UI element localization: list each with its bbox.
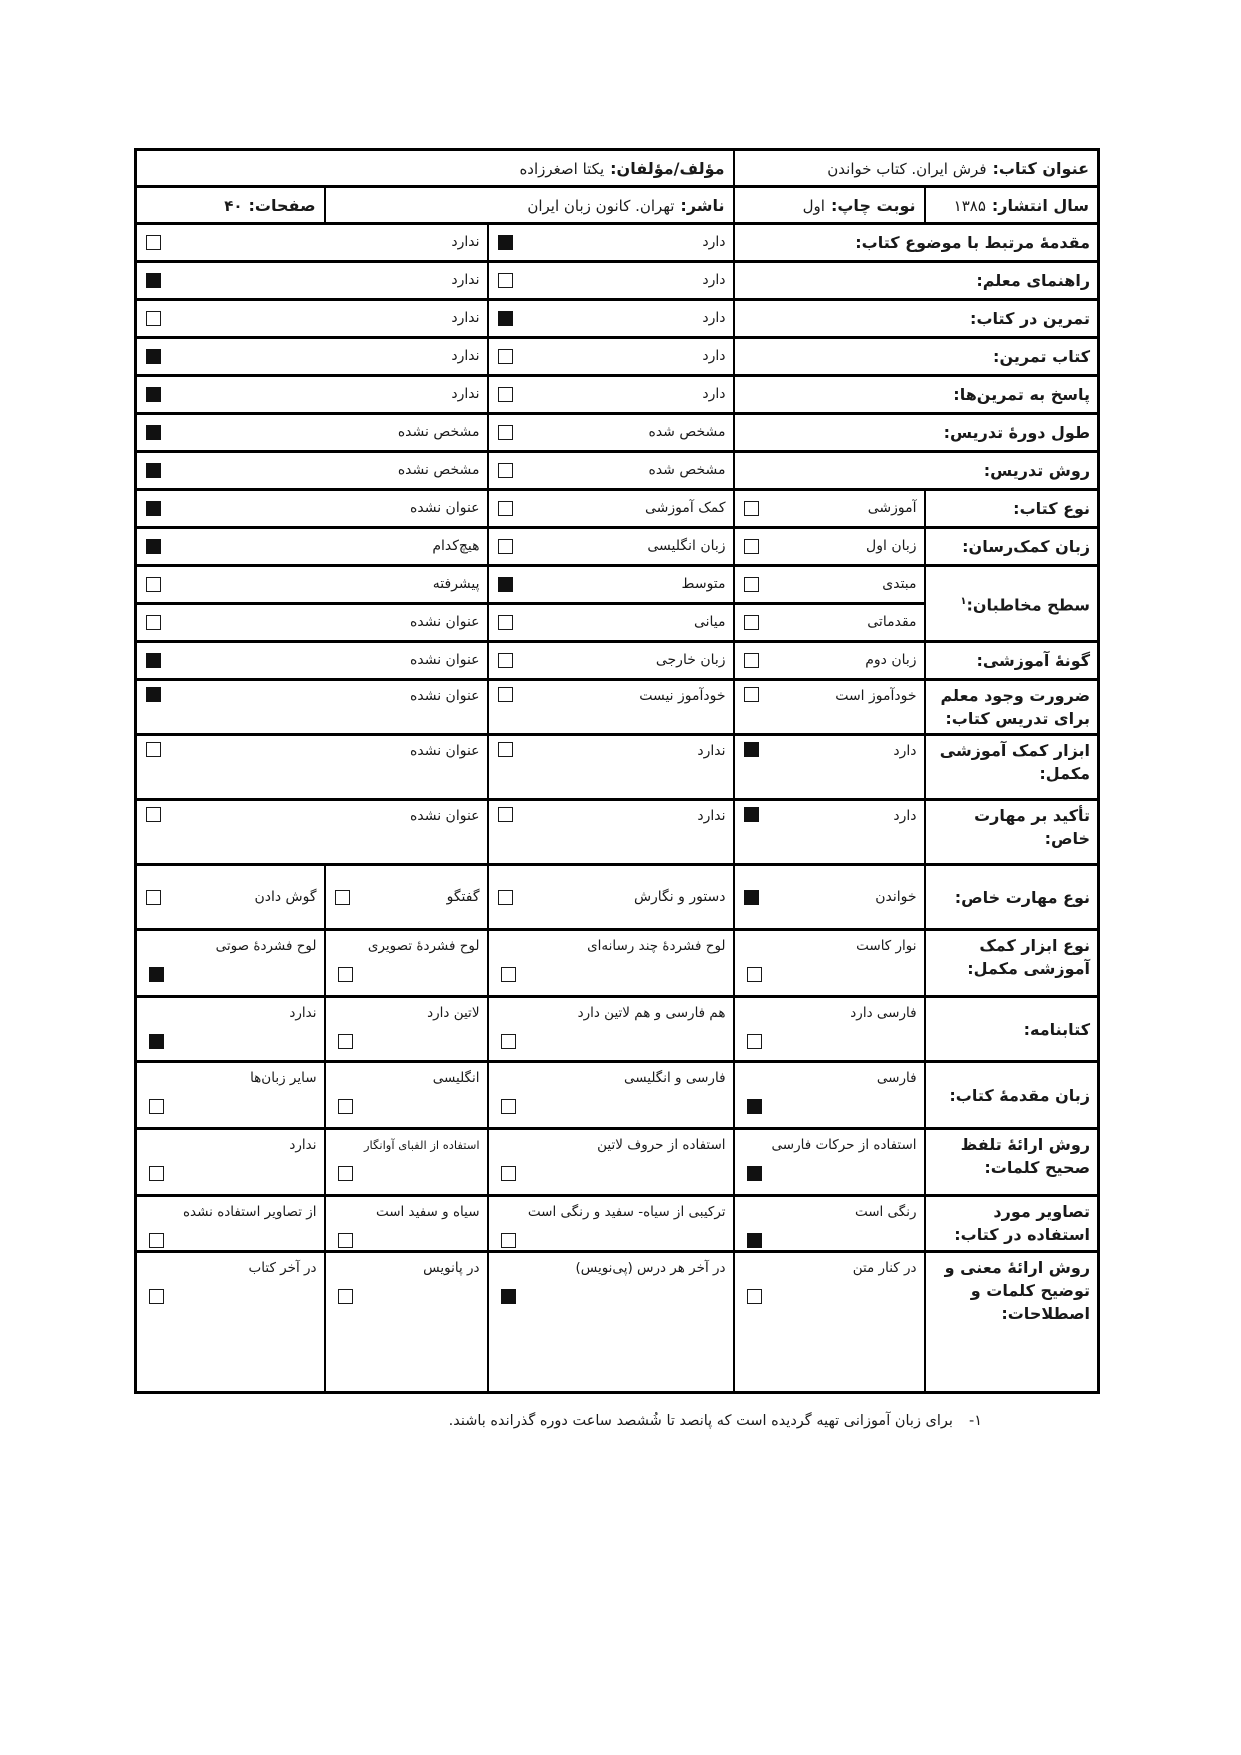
checkbox[interactable] [146,235,161,250]
option-exercise-book-no [136,338,488,376]
option-level-beginner [734,566,925,604]
option-tool-audio-cd [136,930,325,997]
option-preface-no [136,224,488,262]
table-row [136,528,1099,566]
table-row [136,338,1099,376]
option-label: دارد [702,386,726,402]
checkbox[interactable] [146,501,161,516]
option-skill-reading [734,865,925,930]
checkbox[interactable] [498,890,513,905]
checkbox[interactable] [146,311,161,326]
edition-value: اول [802,196,825,215]
author-label: مؤلف/مؤلفان: [610,158,725,178]
footnote-text: برای زبان آموزانی تهیه گردیده است که پانصد تا شُشصد ساعت دوره گذرانده باشند. [448,1413,953,1429]
book-title-label: عنوان کتاب: [992,158,1090,178]
checkbox[interactable] [338,967,353,982]
checkbox[interactable] [338,1166,353,1181]
checkbox[interactable] [146,273,161,288]
option-exercises-no [136,300,488,338]
option-skill-emphasis-untitled [136,800,488,865]
option-helper-lang-3 [136,528,488,566]
checkbox[interactable] [146,742,161,757]
table-row [136,1252,1099,1393]
checkbox[interactable] [747,1289,762,1304]
option-label: دارد [702,310,726,326]
checkbox[interactable] [149,1166,164,1181]
option-label: مشخص نشده [397,462,480,478]
year-value: ۱۳۸۵ [953,196,986,215]
option-label: ندارد [451,310,480,326]
row-label-preface-language: زبان مقدمۀ کتاب: [925,1062,1099,1129]
field-edition [734,187,925,224]
checkbox[interactable] [501,1233,516,1248]
checkbox[interactable] [747,1233,762,1248]
option-pron-none [136,1129,325,1196]
option-images-mixed [488,1196,734,1252]
checkbox[interactable] [501,1166,516,1181]
checkbox[interactable] [149,1289,164,1304]
checkbox[interactable] [501,967,516,982]
option-preface-lang-persian [734,1062,925,1129]
option-label: عنوان نشده [410,688,480,704]
option-meaning-end-of-lesson [488,1252,734,1393]
option-book-type-1 [734,490,925,528]
option-label: آموزشی [867,500,917,516]
table-row [136,1196,1099,1252]
checkbox[interactable] [146,349,161,364]
option-label: ندارد [289,1137,317,1153]
option-label: فارسی [876,1070,917,1086]
checkbox[interactable] [146,387,161,402]
checkbox[interactable] [146,425,161,440]
checkbox[interactable] [146,653,161,668]
table-row [136,1129,1099,1196]
option-answers-yes [488,376,734,414]
row-label-images-used: تصاویر مورد استفاده در کتاب: [925,1196,1099,1252]
option-biblio-latin [325,997,488,1062]
option-level-advanced [136,566,488,604]
option-label: عنوان نشده [410,614,480,630]
table-row [136,490,1099,528]
row-label-teaching-method: روش تدریس: [734,452,1099,490]
pages-value: ۴۰ [224,196,243,215]
table-row [136,224,1099,262]
year-label: سال انتشار: [991,195,1090,215]
row-label-book-type: نوع کتاب: [925,490,1099,528]
checkbox[interactable] [744,615,759,630]
option-tool-video-cd [325,930,488,997]
field-publisher [325,187,734,224]
table-row [136,300,1099,338]
checkbox[interactable] [498,311,513,326]
checkbox[interactable] [744,539,759,554]
checkbox[interactable] [744,501,759,516]
option-pron-phonetic-alphabet [325,1129,488,1196]
checkbox[interactable] [338,1233,353,1248]
table-row [136,150,1099,187]
row-label-pronunciation-method: روش ارائۀ تلفظ صحیح کلمات: [925,1129,1099,1196]
option-label: در آخر هر درس (پی‌نویس) [575,1260,726,1276]
option-label: زبان انگلیسی [647,538,726,554]
option-label: ندارد [697,808,726,824]
checkbox[interactable] [498,653,513,668]
option-label: فارسی دارد [850,1005,917,1021]
publisher-value: تهران. کانون زبان ایران [527,196,675,215]
checkbox[interactable] [146,577,161,592]
option-label: دارد [893,743,917,759]
option-pron-latin-letters [488,1129,734,1196]
option-label: رنگی است [854,1204,917,1220]
checkbox[interactable] [498,539,513,554]
option-label: میانی [693,614,726,630]
table-row [136,680,1099,735]
checkbox[interactable] [744,742,759,757]
option-answers-no [136,376,488,414]
checkbox[interactable] [501,1289,516,1304]
option-label: گفتگو [446,888,480,905]
option-label: فارسی و انگلیسی [623,1070,726,1086]
checkbox[interactable] [146,890,161,905]
option-teacher-guide-yes [488,262,734,300]
option-label: استفاده از حروف لاتین [597,1137,726,1153]
option-label: از تصاویر استفاده نشده [182,1204,317,1220]
option-biblio-both [488,997,734,1062]
option-supp-tools-untitled [136,735,488,800]
footnote-number: ۱- [968,1413,982,1429]
option-label: لوح فشردۀ تصویری [367,938,480,954]
option-images-none [136,1196,325,1252]
book-title-value: فرش ایران. کتاب خواندن [827,159,987,178]
option-label: در کنار متن [852,1260,917,1276]
option-supp-tools-no [488,735,734,800]
checkbox[interactable] [335,890,350,905]
row-label-preface: مقدمۀ مرتبط با موضوع کتاب: [734,224,1099,262]
row-label-audience-level: سطح مخاطبان:$^۱$ [925,566,1099,642]
option-level-intermediate [488,566,734,604]
option-duration-specified [488,414,734,452]
checkbox[interactable] [149,967,164,982]
checkbox[interactable] [498,577,513,592]
option-label: مشخص شده [648,424,726,440]
pages-label: صفحات: [248,195,316,215]
option-label: هم فارسی و هم لاتین دارد [577,1005,726,1021]
option-label: دارد [702,272,726,288]
option-tool-multimedia-cd [488,930,734,997]
option-pron-persian-diacritics [734,1129,925,1196]
option-skill-conversation [325,865,488,930]
table-row [136,452,1099,490]
table-row [136,1062,1099,1129]
checkbox[interactable] [149,1034,164,1049]
option-label: خواندن [875,888,917,905]
checkbox[interactable] [498,615,513,630]
option-book-type-3 [136,490,488,528]
checkbox[interactable] [498,501,513,516]
option-label: ندارد [451,386,480,402]
option-edu-type-1 [734,642,925,680]
option-level-middle [488,604,734,642]
option-tool-cassette [734,930,925,997]
checkbox[interactable] [747,1166,762,1181]
option-biblio-persian [734,997,925,1062]
table-row [136,414,1099,452]
option-label: ترکیبی از سیاه- سفید و رنگی است [527,1204,726,1220]
option-label: زبان اول [866,538,917,554]
option-label: عنوان نشده [410,652,480,668]
table-row [136,997,1099,1062]
checkbox[interactable] [338,1099,353,1114]
row-label-exercise-answers: پاسخ به تمرین‌ها: [734,376,1099,414]
option-skill-grammar-writing [488,865,734,930]
option-helper-lang-2 [488,528,734,566]
option-images-bw [325,1196,488,1252]
option-book-type-2 [488,490,734,528]
option-label: ندارد [451,348,480,364]
field-pages [136,187,325,224]
field-book-title [734,150,1099,187]
table-row [136,642,1099,680]
option-label: دارد [893,808,917,824]
option-teacher-guide-no [136,262,488,300]
option-skill-listening [136,865,325,930]
row-label-meaning-presentation: روش ارائۀ معنی و توضیح کلمات و اصطلاحات: [925,1252,1099,1393]
checkbox[interactable] [146,463,161,478]
option-self-study-yes [734,680,925,735]
publisher-label: ناشر: [680,195,725,215]
author-value: یکتا اصغرزاده [519,159,605,178]
option-preface-lang-both [488,1062,734,1129]
option-label: ندارد [451,272,480,288]
option-label: خودآموز نیست [639,688,726,704]
option-edu-type-3 [136,642,488,680]
checkbox[interactable] [498,349,513,364]
option-label: دارد [702,234,726,250]
option-method-specified [488,452,734,490]
table-row [136,187,1099,224]
option-label: لاتین دارد [427,1005,480,1021]
book-evaluation-table [134,148,1100,1394]
option-label: سایر زبان‌ها [250,1070,317,1086]
option-label: ندارد [289,1005,317,1021]
footnote-marker: ۱ [960,596,967,608]
row-label-course-duration: طول دورۀ تدریس: [734,414,1099,452]
option-method-unspecified [136,452,488,490]
checkbox[interactable] [747,1099,762,1114]
table-row [136,930,1099,997]
option-label: عنوان نشده [410,743,480,759]
option-label: مبتدی [882,576,917,592]
checkbox[interactable] [146,807,161,822]
option-label: مشخص نشده [397,424,480,440]
checkbox[interactable] [146,687,161,702]
option-biblio-none [136,997,325,1062]
option-level-untitled [136,604,488,642]
option-label: پیشرفته [432,576,480,592]
option-label: مشخص شده [648,462,726,478]
checkbox[interactable] [498,425,513,440]
option-label: زبان خارجی [655,652,726,668]
checkbox[interactable] [146,539,161,554]
option-skill-emphasis-no [488,800,734,865]
edition-label: نوبت چاپ: [830,195,916,215]
table-row [136,376,1099,414]
option-helper-lang-1 [734,528,925,566]
option-label: استفاده از حرکات فارسی [771,1137,917,1153]
checkbox[interactable] [744,687,759,702]
row-label-teacher-guide: راهنمای معلم: [734,262,1099,300]
option-label: عنوان نشده [410,500,480,516]
option-label: عنوان نشده [410,808,480,824]
checkbox[interactable] [149,1233,164,1248]
row-label-teacher-necessity: ضرورت وجود معلم برای تدریس کتاب: [925,680,1099,735]
option-label: مقدماتی [867,614,917,630]
checkbox[interactable] [498,387,513,402]
option-label: نوار کاست [856,938,917,954]
row-label-specific-skill: نوع مهارت خاص: [925,865,1099,930]
table-row [136,566,1099,604]
row-label-skill-emphasis: تأکید بر مهارت خاص: [925,800,1099,865]
option-supp-tools-yes [734,735,925,800]
option-label: انگلیسی [432,1070,480,1086]
option-label: متوسط [681,576,726,592]
table-row [136,865,1099,930]
checkbox[interactable] [747,1034,762,1049]
checkbox[interactable] [744,653,759,668]
option-label: ندارد [697,743,726,759]
option-label: هیچ‌کدام [432,538,480,554]
option-meaning-beside-text [734,1252,925,1393]
row-label-bibliography: کتابنامه: [925,997,1099,1062]
option-label: لوح فشردۀ صوتی [215,938,317,954]
option-label: استفاده از الفبای آوانگار [364,1138,480,1152]
row-label-supplementary-tools: ابزار کمک آموزشی مکمل: [925,735,1099,800]
table-row [136,800,1099,865]
option-label: زبان دوم [865,652,917,668]
option-meaning-end-of-book [136,1252,325,1393]
checkbox[interactable] [744,807,759,822]
checkbox[interactable] [146,615,161,630]
checkbox[interactable] [498,742,513,757]
option-label: خودآموز است [835,688,917,704]
option-preface-lang-english [325,1062,488,1129]
option-label: لوح فشردۀ چند رسانه‌ای [587,938,726,954]
checkbox[interactable] [498,273,513,288]
option-edu-type-2 [488,642,734,680]
option-meaning-footnote [325,1252,488,1393]
option-skill-emphasis-yes [734,800,925,865]
row-label-tool-type: نوع ابزار کمک آموزشی مکمل: [925,930,1099,997]
checkbox[interactable] [338,1034,353,1049]
option-self-study-no [488,680,734,735]
field-publication-year [925,187,1099,224]
checkbox[interactable] [498,463,513,478]
option-label: در پانویس [423,1260,480,1276]
table-row [136,262,1099,300]
option-level-elementary [734,604,925,642]
option-self-study-untitled [136,680,488,735]
checkbox[interactable] [744,577,759,592]
option-preface-lang-other [136,1062,325,1129]
option-label: سیاه و سفید است [375,1204,480,1220]
option-exercise-book-yes [488,338,734,376]
option-images-color [734,1196,925,1252]
row-label-exercise-book: کتاب تمرین: [734,338,1099,376]
row-label-exercises-in-book: تمرین در کتاب: [734,300,1099,338]
checkbox[interactable] [338,1289,353,1304]
checkbox[interactable] [498,807,513,822]
option-label: دارد [702,348,726,364]
checkbox[interactable] [501,1034,516,1049]
page-footnote [449,1413,982,1429]
checkbox[interactable] [501,1099,516,1114]
option-label: دستور و نگارش [633,888,726,905]
option-label: کمک آموزشی [645,500,726,516]
checkbox[interactable] [747,967,762,982]
option-label: ندارد [451,234,480,250]
field-author [136,150,734,187]
table-row [136,735,1099,800]
option-preface-yes [488,224,734,262]
row-label-education-type: گونۀ آموزشی: [925,642,1099,680]
option-duration-unspecified [136,414,488,452]
checkbox[interactable] [149,1099,164,1114]
checkbox[interactable] [744,890,759,905]
option-exercises-yes [488,300,734,338]
option-label: در آخر کتاب [248,1260,317,1276]
option-label: گوش دادن [254,888,317,905]
checkbox[interactable] [498,687,513,702]
checkbox[interactable] [498,235,513,250]
row-label-helper-language: زبان کمک‌رسان: [925,528,1099,566]
